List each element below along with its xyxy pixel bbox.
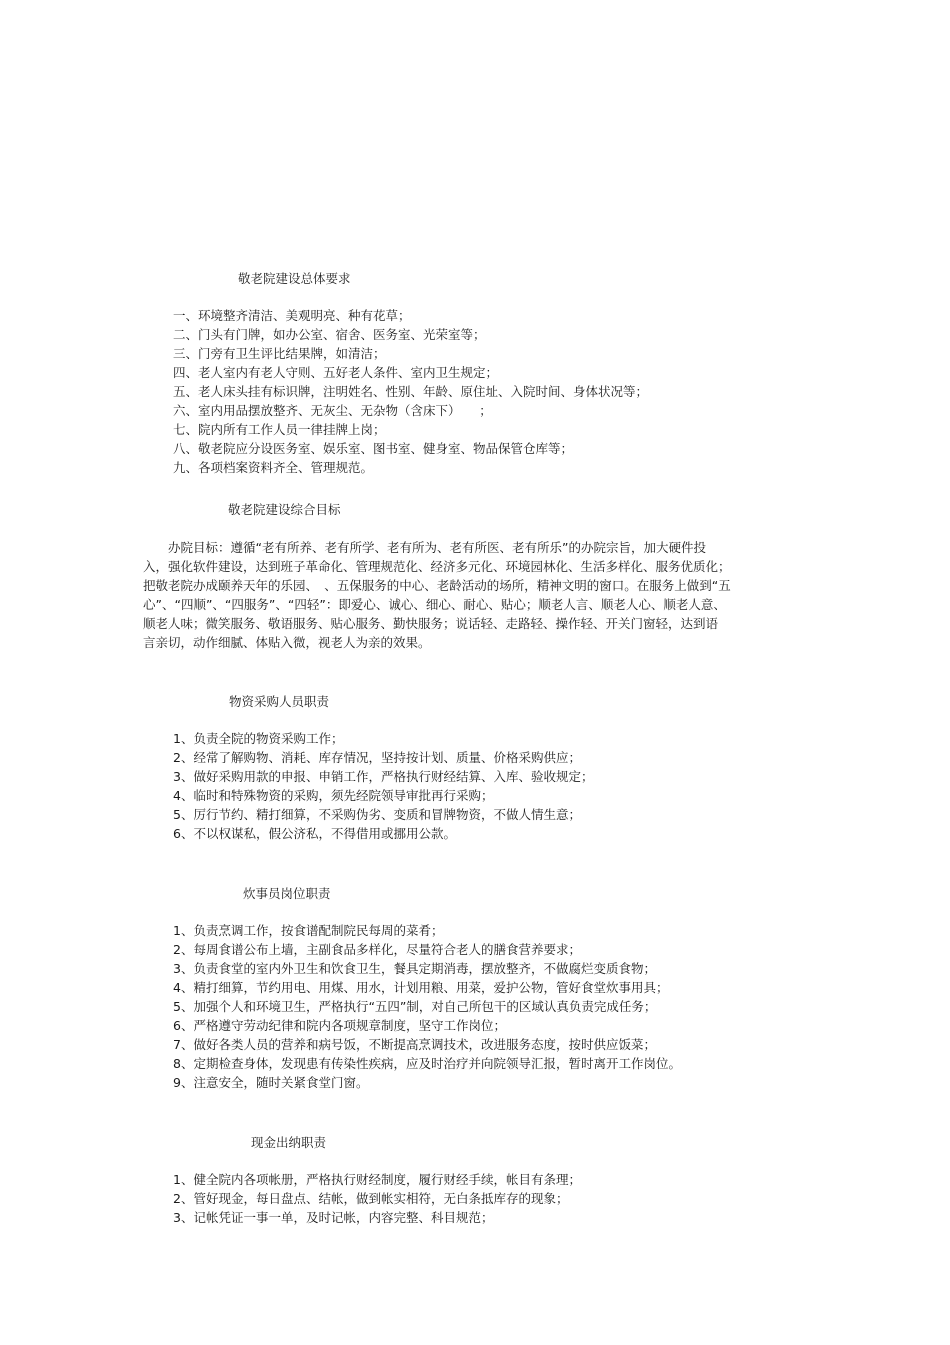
list-item: 6、不以权谋私，假公济私，不得借用或挪用公款。 <box>173 826 456 841</box>
list-item: 2、管好现金，每日盘点、结帐，做到帐实相符，无白条抵库存的现象； <box>173 1191 569 1206</box>
requirements-list <box>173 306 648 477</box>
list-item: 二、门头有门牌，如办公室、宿舍、医务室、光荣室等； <box>173 327 486 342</box>
cashier-duties-list <box>173 1170 581 1227</box>
list-item: 7、做好各类人员的营养和病号饭，不断提高烹调技术，改进服务态度，按时供应饭菜； <box>173 1037 656 1052</box>
list-item: 八、敬老院应分设医务室、娱乐室、图书室、健身室、物品保管仓库等； <box>173 441 574 456</box>
list-item: 四、老人室内有老人守则、五好老人条件、室内卫生规定； <box>173 365 499 380</box>
section-title: 现金出纳职责 <box>251 1135 327 1150</box>
paragraph-line: 言亲切，动作细腻、体贴入微，视老人为亲的效果。 <box>143 635 431 650</box>
list-item: 4、精打细算，节约用电、用煤、用水，计划用粮、用菜，爱护公物，管好食堂炊事用具； <box>173 980 669 995</box>
list-item: 2、经常了解购物、消耗、库存情况，坚持按计划、质量、价格采购供应； <box>173 750 581 765</box>
list-item: 1、负责全院的物资采购工作； <box>173 731 344 746</box>
list-item: 2、每周食谱公布上墙，主副食品多样化，尽量符合老人的膳食营养要求； <box>173 942 581 957</box>
list-item: 1、健全院内各项帐册，严格执行财经制度，履行财经手续，帐目有条理； <box>173 1172 581 1187</box>
paragraph-line: 办院目标：遵循“老有所养、老有所学、老有所为、老有所医、老有所乐”的办院宗旨，加大硬件投 <box>143 540 706 555</box>
list-item: 五、老人床头挂有标识牌，注明姓名、性别、年龄、原住址、入院时间、身体状况等； <box>173 384 649 399</box>
list-item: 5、厉行节约、精打细算，不采购伪劣、变质和冒牌物资，不做人情生意； <box>173 807 581 822</box>
paragraph-line: 顺老人味；微笑服务、敬语服务、贴心服务、勤快服务；说话轻、走路轻、操作轻、开关门窗轻，达到语 <box>143 616 719 631</box>
goals-paragraph <box>143 538 783 652</box>
list-item: 6、严格遵守劳动纪律和院内各项规章制度，坚守工作岗位； <box>173 1018 506 1033</box>
list-item: 4、临时和特殊物资的采购，须先经院领导审批再行采购； <box>173 788 494 803</box>
list-item: 三、门旁有卫生评比结果牌，如清洁； <box>173 346 386 361</box>
cook-duties-list <box>173 921 681 1092</box>
paragraph-line: 把敬老院办成颐养天年的乐园、 、五保服务的中心、老龄活动的场所，精神文明的窗口。在服务上做到“五 <box>143 578 731 593</box>
list-item: 六、室内用品摆放整齐、无灰尘、无杂物（含床下） ； <box>173 403 492 418</box>
list-item: 5、加强个人和环境卫生，严格执行“五四”制，对自己所包干的区域认真负责完成任务； <box>173 999 657 1014</box>
list-item: 一、环境整齐清洁、美观明亮、种有花草； <box>173 308 411 323</box>
section-title: 物资采购人员职责 <box>229 694 330 709</box>
list-item: 9、注意安全，随时关紧食堂门窗。 <box>173 1075 369 1090</box>
list-item: 3、记帐凭证一事一单，及时记帐，内容完整、科目规范； <box>173 1210 494 1225</box>
section-title: 敬老院建设总体要求 <box>238 271 351 286</box>
purchasing-duties-list <box>173 729 593 843</box>
paragraph-line: 心”、“四顺”、“四服务”、“四轻”：即爱心、诚心、细心、耐心、贴心；顺老人言、顺老人心、顺老人意、 <box>143 597 726 612</box>
list-item: 1、负责烹调工作，按食谱配制院民每周的菜肴； <box>173 923 444 938</box>
list-item: 3、做好采购用款的申报、申销工作，严格执行财经结算、入库、验收规定； <box>173 769 594 784</box>
section-title: 敬老院建设综合目标 <box>228 502 341 517</box>
list-item: 3、负责食堂的室内外卫生和饮食卫生，餐具定期消毒，摆放整齐，不做腐烂变质食物； <box>173 961 656 976</box>
section-title: 炊事员岗位职责 <box>243 886 331 901</box>
list-item: 七、院内所有工作人员一律挂牌上岗； <box>173 422 386 437</box>
list-item: 九、各项档案资料齐全、管理规范。 <box>173 460 374 475</box>
paragraph-line: 入，强化软件建设，达到班子革命化、管理规范化、经济多元化、环境园林化、生活多样化、服务优质化； <box>143 559 731 574</box>
list-item: 8、定期检查身体，发现患有传染性疾病，应及时治疗并向院领导汇报，暂时离开工作岗位。 <box>173 1056 681 1071</box>
